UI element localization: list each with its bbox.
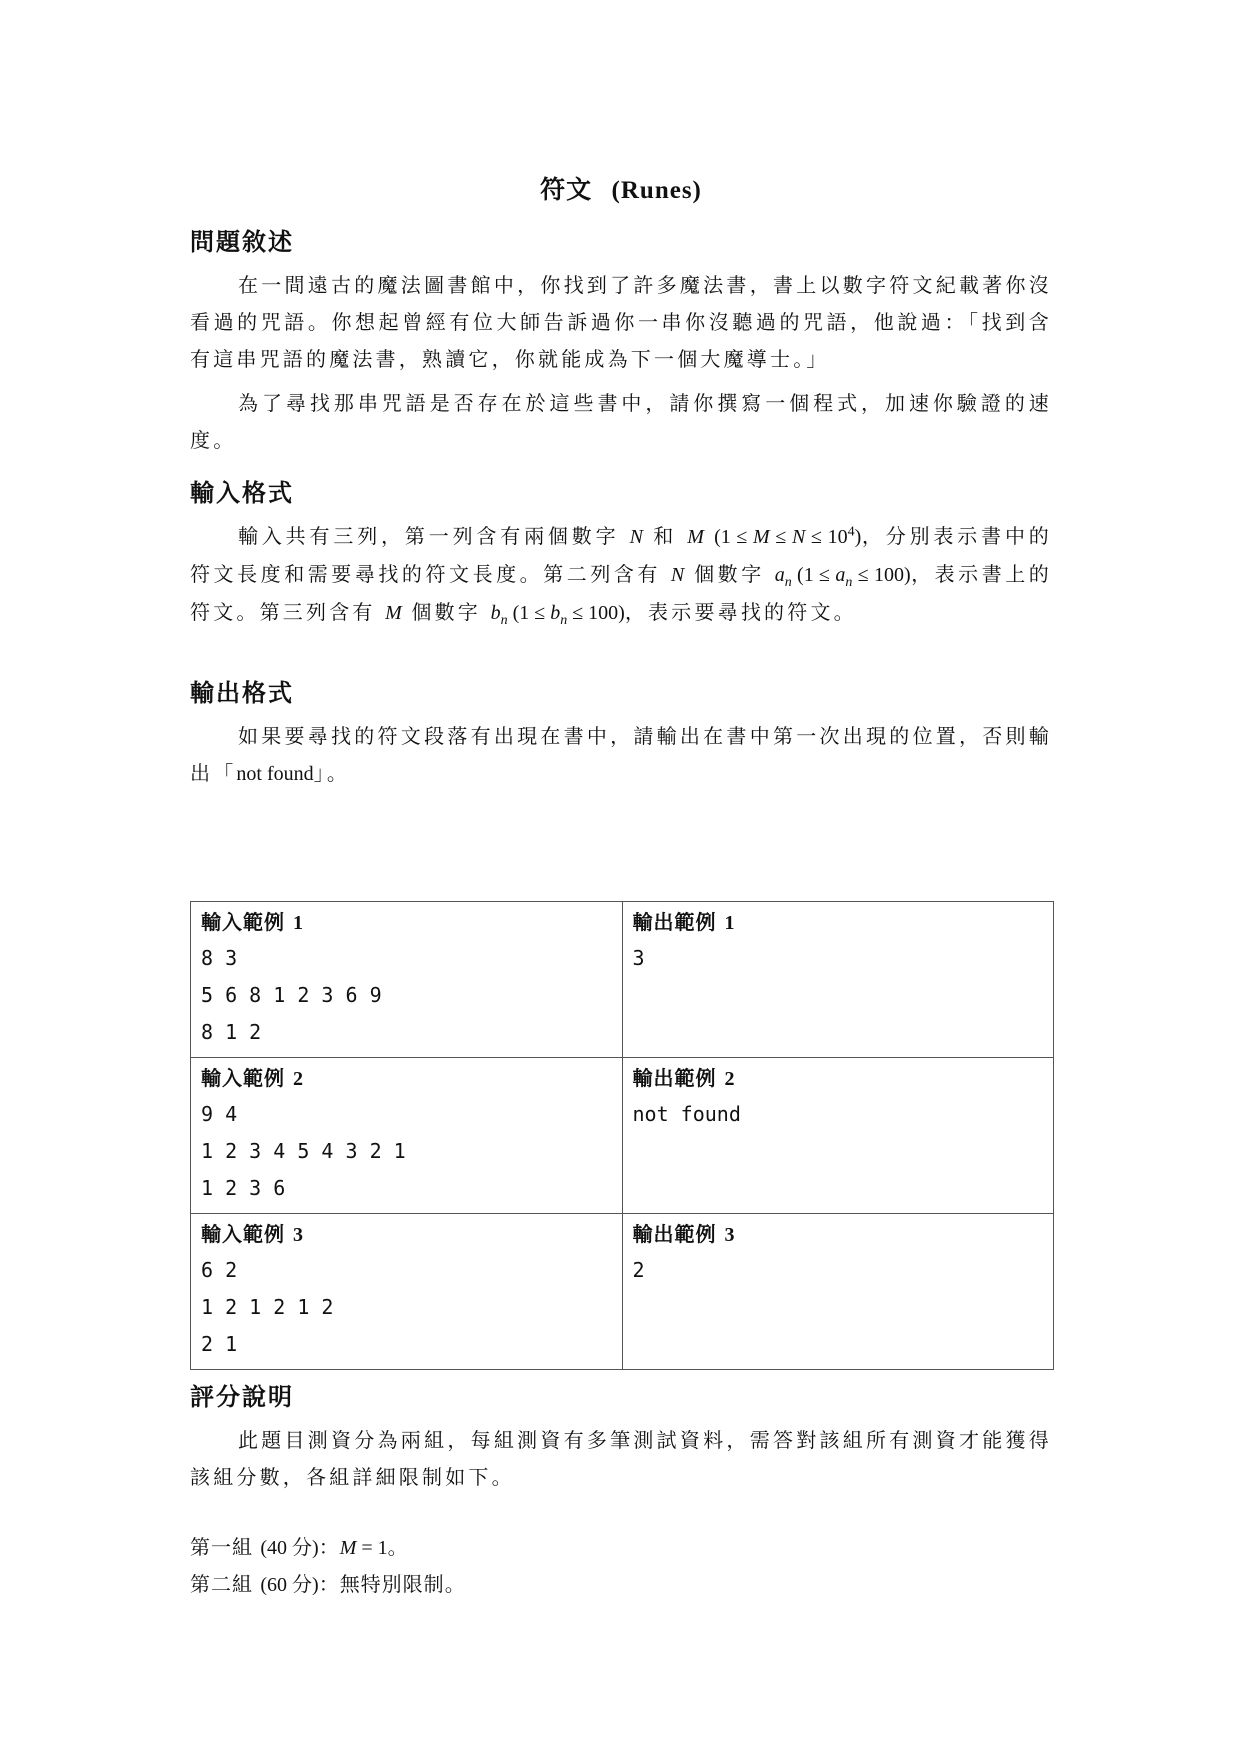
input-format-paragraph: 輸入共有三列，第一列含有兩個數字 N 和 M $(1 \le M \le N \le 10^4)$，分別表示書中的符文長度和需要尋找的符文長度。第二列含有 N 個數字 $a_n$ $(1 \le a_n \le 100)$，表示書上的符文。第三列含有 M 個數字 $b_n$ $(1 \le b_n \le 100)$，表示要尋找的符文。 bbox=[190, 524, 1053, 628]
document-title bbox=[190, 170, 1052, 206]
sample-row bbox=[191, 1058, 1054, 1214]
scoring-group-2: 第二組 (60 分)：無特別限制。 bbox=[190, 1572, 466, 1596]
sample-input-line: 1 2 3 6 bbox=[201, 1176, 286, 1200]
sample-output-line: 2 bbox=[632, 1258, 645, 1282]
sample-input-line: 6 2 bbox=[201, 1258, 238, 1282]
sample-output-label: 輸出範例 2 bbox=[632, 1066, 736, 1090]
title-en: (Runes) bbox=[611, 177, 702, 204]
sample-output-line: 3 bbox=[632, 946, 645, 970]
sample-input-line: 5 6 8 1 2 3 6 9 bbox=[201, 983, 382, 1007]
sample-output-cell bbox=[622, 902, 1054, 1058]
sample-input-line: 8 1 2 bbox=[201, 1020, 262, 1044]
description-heading: 問題敘述 bbox=[190, 227, 294, 256]
sample-input-label: 輸入範例 2 bbox=[201, 1066, 304, 1090]
sample-row bbox=[191, 902, 1054, 1058]
sample-input-label: 輸入範例 3 bbox=[201, 1222, 304, 1246]
sample-input-cell bbox=[191, 902, 623, 1058]
sample-input-cell bbox=[191, 1214, 623, 1370]
sample-input-line: 2 1 bbox=[201, 1332, 238, 1356]
description-paragraph-1: 在一間遠古的魔法圖書館中，你找到了許多魔法書，書上以數字符文紀載著你沒看過的咒語。你想起曾經有位大師告訴過你一串你沒聽過的咒語，他說過：「找到含有這串咒語的魔法書，熟讀它，你就能成為下一個大魔導士。」 bbox=[190, 273, 1052, 371]
sample-input-cell bbox=[191, 1058, 623, 1214]
scoring-paragraph: 此題目測資分為兩組，每組測資有多筆測試資料，需答對該組所有測資才能獲得該組分數，各組詳細限制如下。 bbox=[190, 1428, 1052, 1489]
sample-input-line: 1 2 3 4 5 4 3 2 1 bbox=[201, 1139, 406, 1163]
description-paragraph-2: 為了尋找那串咒語是否存在於這些書中，請你撰寫一個程式，加速你驗證的速度。 bbox=[190, 391, 1052, 452]
input-format-heading: 輸入格式 bbox=[190, 478, 294, 507]
sample-input-label: 輸入範例 1 bbox=[201, 910, 304, 934]
scoring-group-1: 第一組 (40 分)：M = 1。 bbox=[190, 1535, 409, 1559]
sample-output-label: 輸出範例 1 bbox=[632, 910, 736, 934]
sample-output-label: 輸出範例 3 bbox=[632, 1222, 736, 1246]
output-format-paragraph: 如果要尋找的符文段落有出現在書中，請輸出在書中第一次出現的位置，否則輸出「not found」。 bbox=[190, 724, 1052, 785]
output-format-heading: 輸出格式 bbox=[190, 678, 294, 707]
sample-output-cell bbox=[622, 1214, 1054, 1370]
samples-table bbox=[190, 901, 1054, 1370]
sample-input-line: 1 2 1 2 1 2 bbox=[201, 1295, 334, 1319]
sample-row bbox=[191, 1214, 1054, 1370]
title-zh: 符文 bbox=[540, 175, 593, 204]
sample-output-line: not found bbox=[632, 1102, 741, 1126]
sample-input-line: 8 3 bbox=[201, 946, 238, 970]
scoring-heading: 評分說明 bbox=[190, 1382, 294, 1411]
sample-output-cell bbox=[622, 1058, 1054, 1214]
sample-input-line: 9 4 bbox=[201, 1102, 238, 1126]
